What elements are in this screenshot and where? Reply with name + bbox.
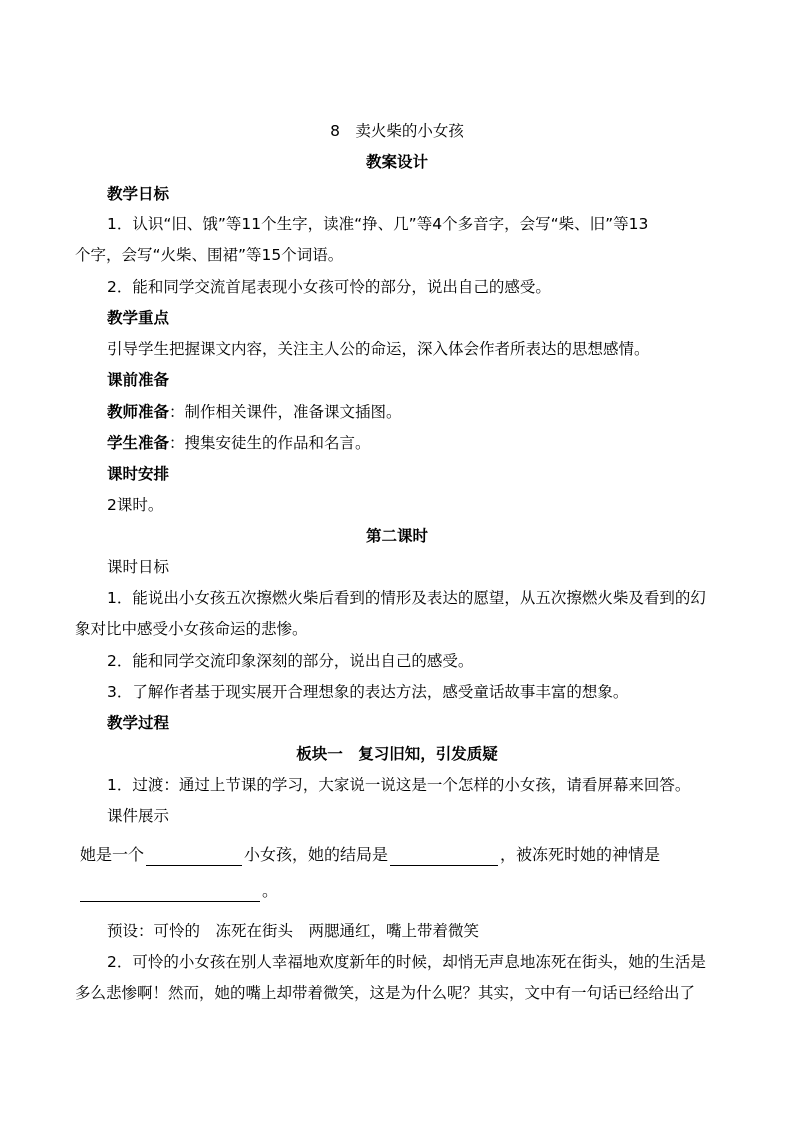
goals-heading: 教学日标	[107, 185, 170, 203]
lesson-title: 8 卖火柴的小女孩	[330, 122, 464, 140]
teacher-prep-label: 教师准备	[107, 403, 170, 421]
fill-blank-1[interactable]	[146, 849, 242, 866]
fill-blank-line	[80, 844, 720, 866]
student-prep-label: 学生准备	[107, 434, 170, 452]
lesson-goal-1-line-2: 象对比中感受小女孩命运的悲惨。	[75, 620, 308, 638]
schedule-text: 2课时。	[107, 496, 164, 514]
lesson-goal-3: 3．了解作者基于现实展开合理想象的表达方法，感受童话故事丰富的想象。	[107, 683, 629, 701]
lesson-goals-heading: 课时日标	[107, 558, 170, 576]
fill-text-3: ，被冻死时她的神情是	[500, 845, 661, 864]
preset-answer: 预设：可怜的 冻死在街头 两腮通红，嘴上带着微笑	[107, 922, 480, 940]
display-heading: 课件展示	[107, 807, 170, 825]
lesson-goal-2: 2．能和同学交流印象深刻的部分，说出自己的感受。	[107, 652, 474, 670]
teacher-prep	[107, 402, 720, 422]
student-prep-text: ：搜集安徒生的作品和名言。	[169, 434, 371, 452]
paragraph-2-line-1: 2．可怜的小女孩在别人幸福地欢度新年的时候，却悄无声息地冻死在街头，她的生活是	[107, 953, 706, 971]
fill-blank-3[interactable]	[80, 885, 260, 902]
schedule-heading: 课时安排	[107, 465, 170, 483]
focus-heading: 教学重点	[107, 309, 170, 327]
teacher-prep-text: ：制作相关课件，准备课文插图。	[169, 403, 402, 421]
prep-heading: 课前准备	[107, 371, 170, 389]
focus-text: 引导学生把握课文内容，关注主人公的命运，深入体会作者所表达的思想感情。	[107, 340, 650, 358]
fill-text-1: 她是一个	[80, 845, 145, 864]
lesson-2-title: 第二课时	[365, 527, 428, 545]
fill-blank-line-2	[80, 880, 720, 902]
plan-subtitle: 教案设计	[365, 153, 428, 171]
block-1-title: 板块一 复习旧知，引发质疑	[296, 745, 498, 763]
paragraph-2-line-2: 多么悲惨啊！然而，她的嘴上却带着微笑，这是为什么呢？其实，文中有一句话已经给出了	[75, 984, 696, 1002]
lesson-goal-1-line-1: 1．能说出小女孩五次擦燃火柴后看到的情形及表达的愿望，从五次擦燃火柴及看到的幻	[107, 589, 706, 607]
goal-1-line-1: 1．认识“旧、饿”等11个生字，读准“挣、几”等4个多音字，会写“柴、旧”等13	[107, 215, 649, 233]
process-heading: 教学过程	[107, 714, 170, 732]
fill-end: 。	[262, 881, 279, 900]
goal-2: 2．能和同学交流首尾表现小女孩可怜的部分，说出自己的感受。	[107, 278, 551, 296]
student-prep	[107, 433, 720, 453]
fill-text-2: 小女孩，她的结局是	[244, 845, 389, 864]
goal-1-line-2: 个字，会写“火柴、围裙”等15个词语。	[75, 246, 344, 264]
paragraph-1: 1．过渡：通过上节课的学习，大家说一说这是一个怎样的小女孩，请看屏幕来回答。	[107, 776, 691, 794]
fill-blank-2[interactable]	[390, 849, 498, 866]
